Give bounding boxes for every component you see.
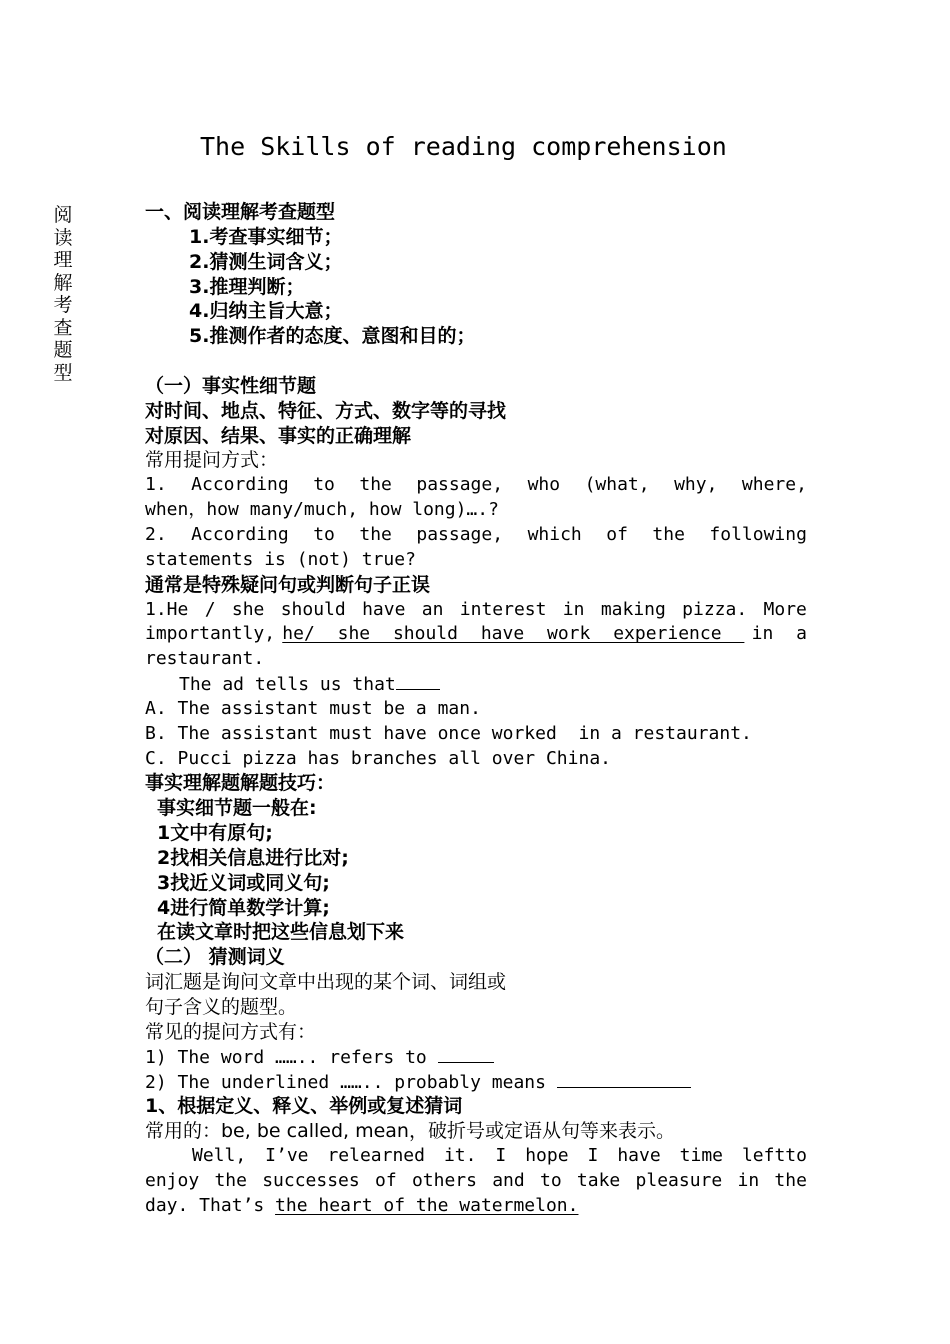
question-line: 2) The underlined …….. probably means bbox=[145, 1070, 807, 1095]
sidebar-char: 考 bbox=[53, 294, 73, 316]
sidebar-char: 解 bbox=[53, 271, 73, 294]
justified-line: importantly, he/ she should have work experience in a bbox=[145, 622, 807, 647]
section-heading: 一、阅读理解考查题型 bbox=[145, 201, 336, 223]
description-line: 对原因、结果、事实的正确理解 bbox=[145, 424, 412, 447]
tips-heading: 事实理解题解题技巧： bbox=[145, 772, 336, 795]
tip-item: 在读文章时把这些信息划下来 bbox=[157, 921, 405, 944]
question-type-item: 1.考查事实细节； bbox=[189, 225, 343, 248]
example-question: The ad tells us that bbox=[145, 672, 807, 697]
subsection-heading: （一）事实性细节题 bbox=[145, 374, 317, 397]
underlined-phrase: the heart of the watermelon. bbox=[275, 1194, 579, 1216]
tip-item: 3找近义词或同义句; bbox=[157, 871, 330, 894]
justified-line: enjoy the successes of others and to take pleasure in the bbox=[145, 1169, 807, 1191]
option-a: A. The assistant must be a man. bbox=[145, 697, 481, 719]
underlined-phrase: he/ she should have work experience bbox=[282, 623, 745, 645]
page-title: The Skills of reading comprehension bbox=[200, 132, 727, 161]
answer-blank bbox=[396, 672, 440, 690]
blank-line bbox=[145, 349, 807, 374]
common-questions-label: 常见的提问方式有： bbox=[145, 1020, 317, 1043]
common-questions-label: 常用提问方式： bbox=[145, 449, 279, 472]
example-line: restaurant. bbox=[145, 648, 265, 670]
subsection-heading: （二） 猜测词义 bbox=[145, 946, 285, 969]
question-line: 1) The word …….. refers to bbox=[145, 1045, 807, 1070]
method-heading: 1、根据定义、释义、举例或复述猜词 bbox=[145, 1095, 463, 1118]
tip-item: 2找相关信息进行比对; bbox=[157, 846, 349, 869]
sidebar-char: 阅 bbox=[53, 204, 73, 226]
question-line: when，how many/much, how long)….? bbox=[145, 499, 499, 521]
answer-blank bbox=[557, 1070, 691, 1088]
justified-line: 2. According to the passage, which of the following bbox=[145, 523, 807, 545]
method-description: 常用的：be, be called, mean，破折号或定语从句等来表示。 bbox=[145, 1120, 675, 1143]
description-line: 对时间、地点、特征、方式、数字等的寻找 bbox=[145, 399, 507, 422]
question-line: statements is (not) true? bbox=[145, 548, 416, 570]
question-type-item: 3.推理判断； bbox=[189, 275, 305, 298]
description-line: 句子含义的题型。 bbox=[145, 996, 298, 1018]
option-b: B. The assistant must have once worked in a restaurant. bbox=[145, 722, 752, 744]
tip-item: 1文中有原句; bbox=[157, 822, 273, 845]
answer-blank bbox=[438, 1045, 494, 1063]
option-c: C. Pucci pizza has branches all over China. bbox=[145, 747, 611, 769]
question-type-item: 4.归纳主旨大意； bbox=[189, 300, 343, 323]
sidebar-char: 读 bbox=[53, 226, 73, 249]
document-body bbox=[145, 200, 807, 1219]
note-heading: 通常是特殊疑问句或判断句子正误 bbox=[145, 573, 431, 596]
description-line: 词汇题是询问文章中出现的某个词、词组或 bbox=[145, 971, 507, 994]
sidebar-char: 题 bbox=[53, 339, 73, 361]
sidebar-char: 理 bbox=[53, 249, 73, 271]
example-line: day. That’s the heart of the watermelon. bbox=[145, 1194, 579, 1216]
sidebar-vertical-label bbox=[50, 204, 76, 384]
question-type-item: 5.推测作者的态度、意图和目的； bbox=[189, 325, 476, 348]
justified-line: Well, I’ve relearned it. I hope I have time leftto bbox=[192, 1145, 807, 1167]
sidebar-char: 型 bbox=[53, 361, 73, 384]
sidebar-char: 查 bbox=[53, 316, 73, 339]
justified-line: 1. According to the passage, who (what, why, where, bbox=[145, 474, 807, 496]
tip-item: 事实细节题一般在: bbox=[157, 797, 317, 820]
justified-line: 1.He / she should have an interest in making pizza. More bbox=[145, 598, 807, 620]
tip-item: 4进行简单数学计算; bbox=[157, 896, 330, 919]
question-type-item: 2.猜测生词含义； bbox=[189, 250, 343, 273]
